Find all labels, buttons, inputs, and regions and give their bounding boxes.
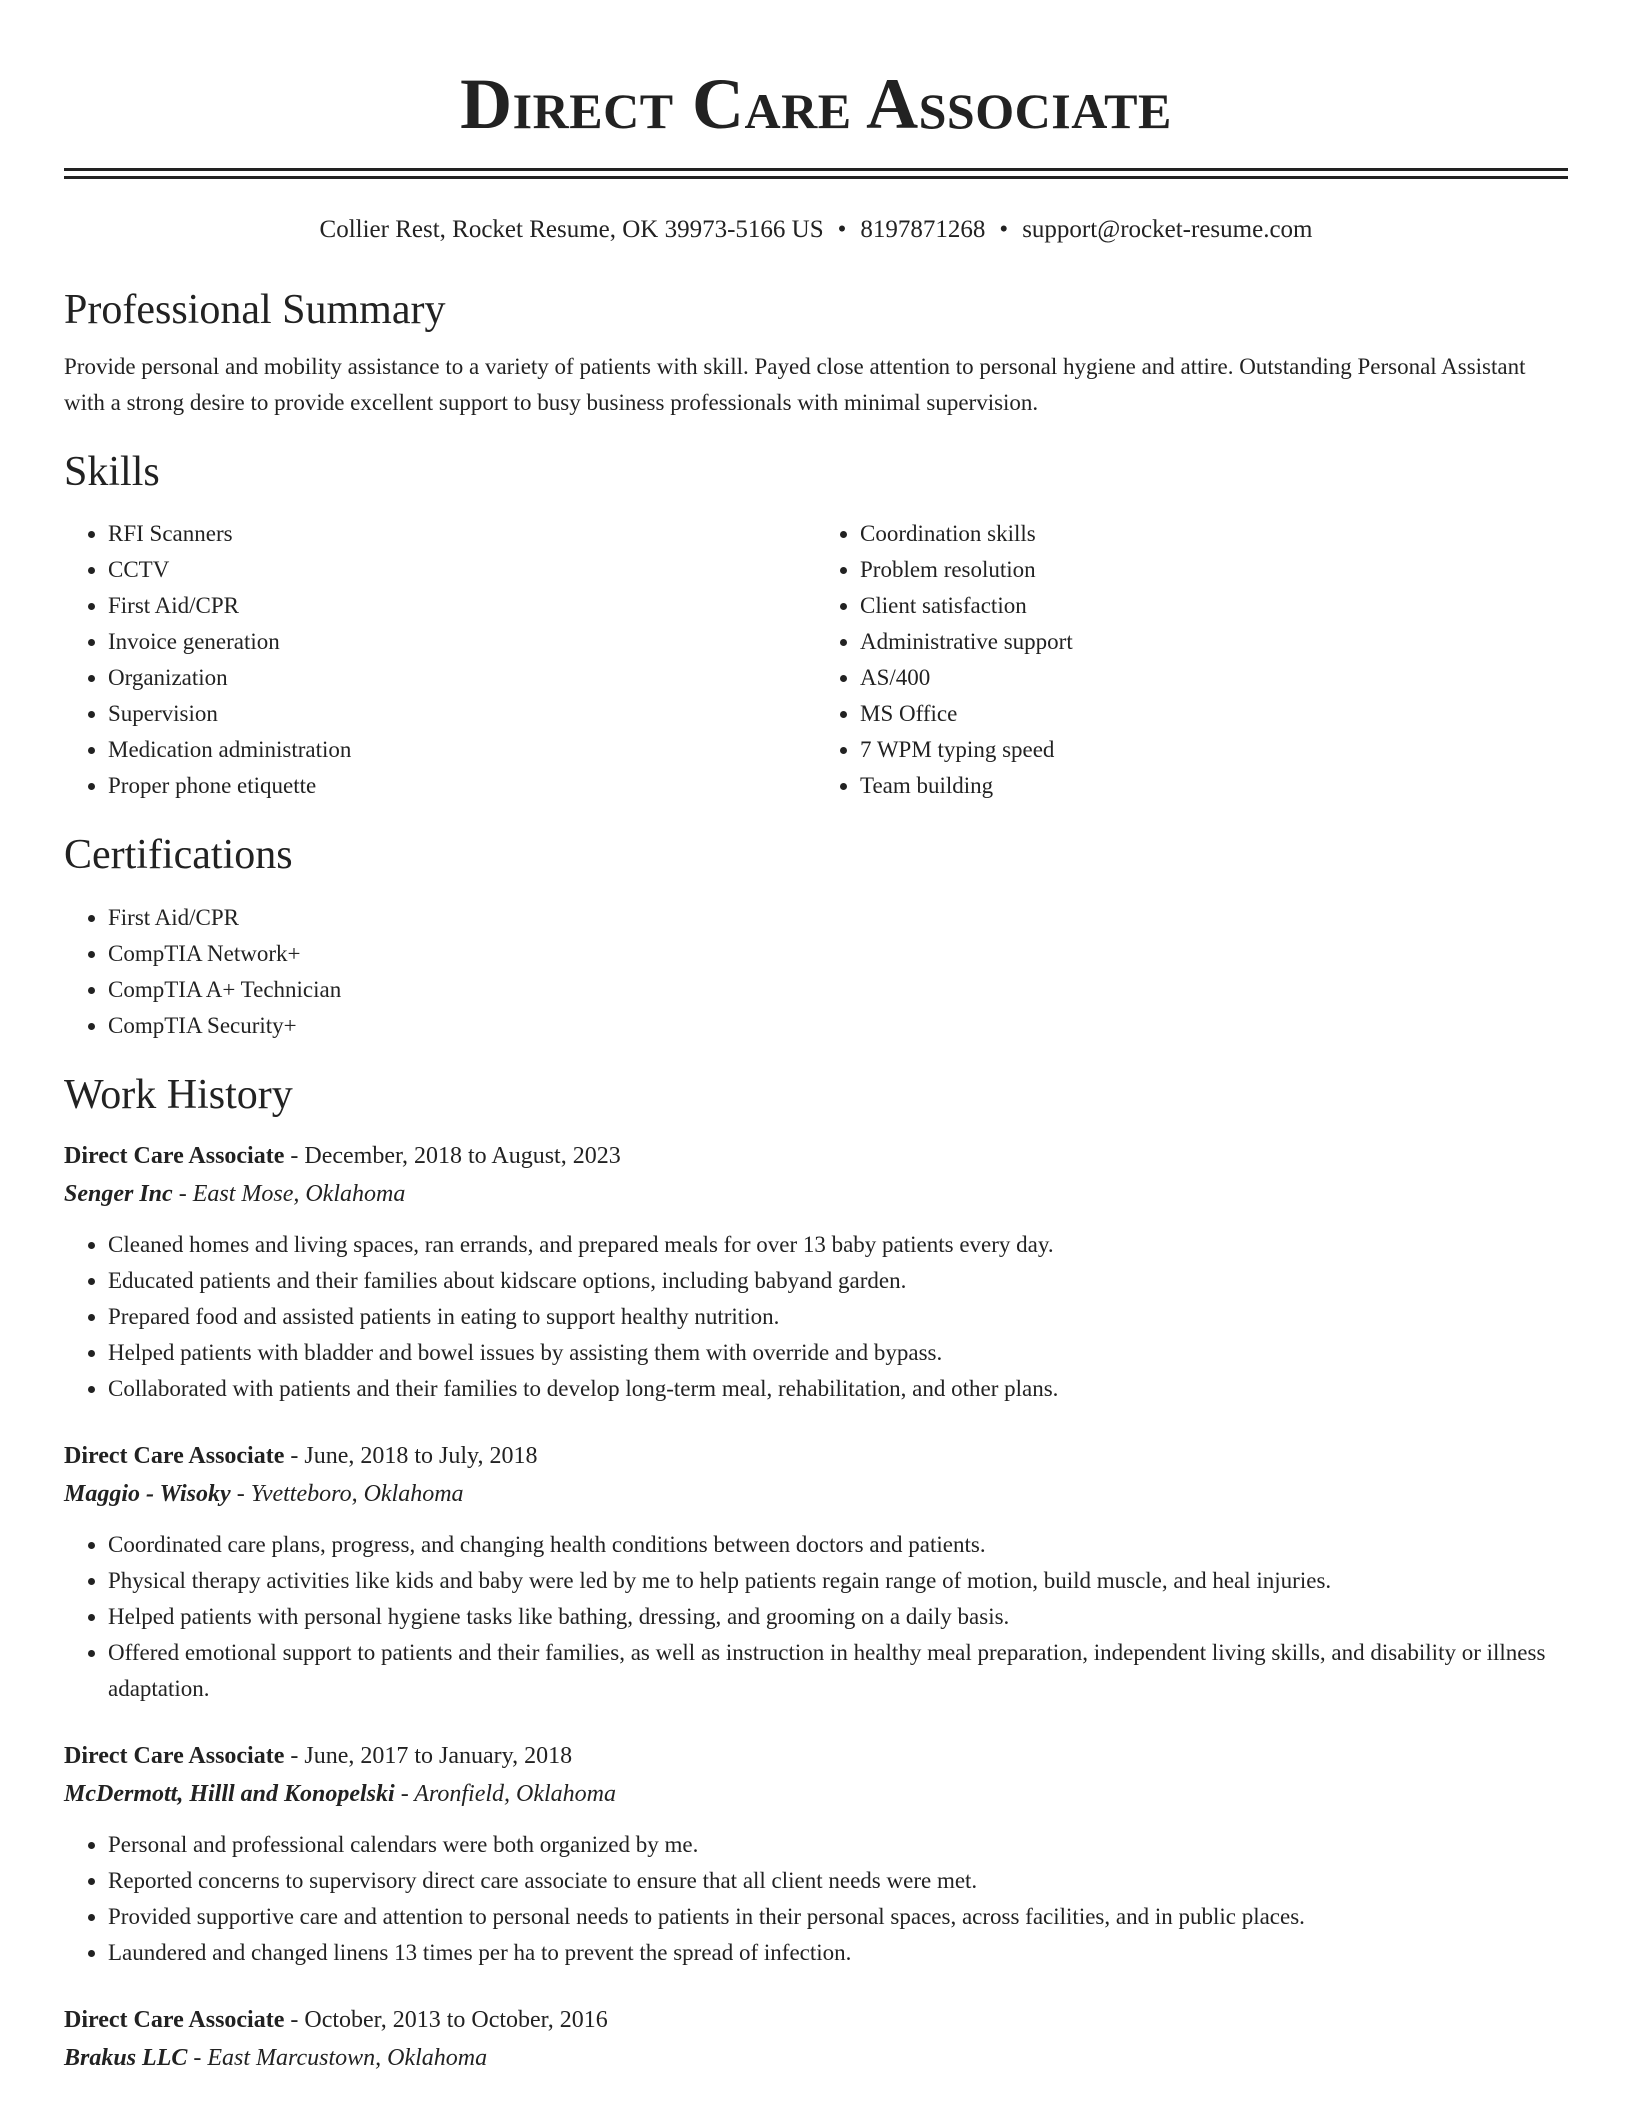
job-title-line	[64, 1437, 1568, 1475]
job-entry	[64, 1137, 1568, 1407]
skill-item: • CCTV	[108, 552, 816, 588]
job-company-line	[64, 1775, 1568, 1813]
contact-email[interactable]: support@rocket-resume.com	[1022, 216, 1313, 243]
certifications-list	[64, 900, 1568, 1044]
candidate-name: Direct Care Associate	[460, 64, 1172, 144]
job-dates: June, 2018 to July, 2018	[304, 1442, 538, 1469]
skill-item: • Team building	[860, 768, 1568, 804]
job-duty: • Offered emotional support to patients and their families, as well as instruction in healthy meal preparation, independent living skills, and disability or illness adaptation.	[108, 1635, 1568, 1707]
professional-summary-section	[64, 285, 1568, 421]
skill-item: • RFI Scanners	[108, 516, 816, 552]
job-duty: • Cleaned homes and living spaces, ran errands, and prepared meals for over 13 baby patients every day.	[108, 1227, 1568, 1263]
job-dates: June, 2017 to January, 2018	[304, 1742, 573, 1769]
skill-item: • Problem resolution	[860, 552, 1568, 588]
certification-item: • CompTIA A+ Technician	[108, 972, 1568, 1008]
skill-item: • MS Office	[860, 696, 1568, 732]
job-company: Brakus LLC	[64, 2044, 188, 2071]
job-company: Maggio - Wisoky	[64, 1480, 231, 1507]
job-location: Aronfield, Oklahoma	[414, 1780, 617, 1807]
certifications-heading: Certifications	[64, 831, 293, 878]
header-double-rule	[64, 168, 1568, 179]
job-duties-list	[64, 1827, 1568, 1971]
job-location: East Mose, Oklahoma	[192, 1180, 406, 1207]
job-duty: • Prepared food and assisted patients in eating to support healthy nutrition.	[108, 1299, 1568, 1335]
job-duty: • Coordinated care plans, progress, and changing health conditions between doctors and patients.	[108, 1527, 1568, 1563]
job-dates: December, 2018 to August, 2023	[304, 1142, 621, 1169]
job-duty: • Provided supportive care and attention to personal needs to patients in their personal spaces, across facilities, and in public places.	[108, 1899, 1568, 1935]
job-title: Direct Care Associate	[64, 1742, 285, 1769]
dash: -	[187, 2044, 208, 2071]
job-title-line	[64, 1137, 1568, 1175]
job-duty: • Reported concerns to supervisory direct care associate to ensure that all client needs were met.	[108, 1863, 1568, 1899]
contact-separator: •	[999, 216, 1009, 243]
certification-item: • CompTIA Security+	[108, 1008, 1568, 1044]
job-company: Senger Inc	[64, 1180, 173, 1207]
contact-address: Collier Rest, Rocket Resume, OK 39973-5166 US	[319, 216, 824, 243]
skill-item: • Invoice generation	[108, 624, 816, 660]
work-history-heading: Work History	[64, 1072, 293, 1119]
job-duties-list	[64, 1227, 1568, 1407]
job-duty: • Personal and professional calendars were both organized by me.	[108, 1827, 1568, 1863]
skill-item: • Supervision	[108, 696, 816, 732]
job-title: Direct Care Associate	[64, 2006, 285, 2033]
job-location: East Marcustown, Oklahoma	[207, 2044, 488, 2071]
resume-page	[64, 0, 1568, 2077]
job-title-line	[64, 2001, 1568, 2039]
contact-phone: 8197871268	[860, 216, 986, 243]
skills-heading: Skills	[64, 449, 160, 496]
job-title-line	[64, 1737, 1568, 1775]
skills-columns	[64, 516, 1568, 804]
job-company: McDermott, Hilll and Konopelski	[64, 1780, 395, 1807]
skill-item: • Administrative support	[860, 624, 1568, 660]
skill-item: • Medication administration	[108, 732, 816, 768]
dash: -	[230, 1480, 251, 1507]
dash: -	[172, 1180, 193, 1207]
job-title: Direct Care Associate	[64, 1142, 285, 1169]
job-duty: • Laundered and changed linens 13 times per ha to prevent the spread of infection.	[108, 1935, 1568, 1971]
dash: -	[284, 2006, 305, 2033]
dash: -	[394, 1780, 415, 1807]
skill-item: • 7 WPM typing speed	[860, 732, 1568, 768]
job-entry	[64, 2001, 1568, 2077]
skills-right-list	[816, 516, 1568, 804]
certification-item: • CompTIA Network+	[108, 936, 1568, 972]
job-entry	[64, 1437, 1568, 1707]
job-title: Direct Care Associate	[64, 1442, 285, 1469]
job-dates: October, 2013 to October, 2016	[304, 2006, 608, 2033]
job-entry	[64, 1737, 1568, 1971]
job-duty: • Helped patients with bladder and bowel issues by assisting them with override and bypass.	[108, 1335, 1568, 1371]
dash: -	[284, 1742, 305, 1769]
skill-item: • AS/400	[860, 660, 1568, 696]
skill-item: • Organization	[108, 660, 816, 696]
job-company-line	[64, 2039, 1568, 2077]
dash: -	[284, 1142, 305, 1169]
job-duty: • Helped patients with personal hygiene tasks like bathing, dressing, and grooming on a daily basis.	[108, 1599, 1568, 1635]
summary-heading: Professional Summary	[64, 287, 446, 333]
skill-item: • Proper phone etiquette	[108, 768, 816, 804]
skills-section	[64, 447, 1568, 803]
job-company-line	[64, 1475, 1568, 1513]
skill-item: • First Aid/CPR	[108, 588, 816, 624]
job-company-line	[64, 1175, 1568, 1213]
skills-left-list	[64, 516, 816, 804]
job-location: Yvetteboro, Oklahoma	[250, 1480, 464, 1507]
contact-line	[64, 215, 1568, 245]
certification-item: • First Aid/CPR	[108, 900, 1568, 936]
skill-item: • Client satisfaction	[860, 588, 1568, 624]
dash: -	[284, 1442, 305, 1469]
job-duty: • Physical therapy activities like kids and baby were led by me to help patients regain range of motion, build muscle, and heal injuries.	[108, 1563, 1568, 1599]
contact-separator: •	[837, 216, 847, 243]
certifications-section	[64, 830, 1568, 1044]
job-duty: • Educated patients and their families about kidscare options, including babyand garden.	[108, 1263, 1568, 1299]
job-duty: • Collaborated with patients and their families to develop long-term meal, rehabilitation, and other plans.	[108, 1371, 1568, 1407]
summary-text: Provide personal and mobility assistance to a variety of patients with skill. Payed close attention to personal hygiene and attire. Outstanding Personal Assistant with a strong desire to provide excellent support to busy business professionals with minimal supervision.	[64, 354, 1526, 416]
job-duties-list	[64, 1527, 1568, 1707]
work-history-section	[64, 1070, 1568, 2076]
skill-item: • Coordination skills	[860, 516, 1568, 552]
